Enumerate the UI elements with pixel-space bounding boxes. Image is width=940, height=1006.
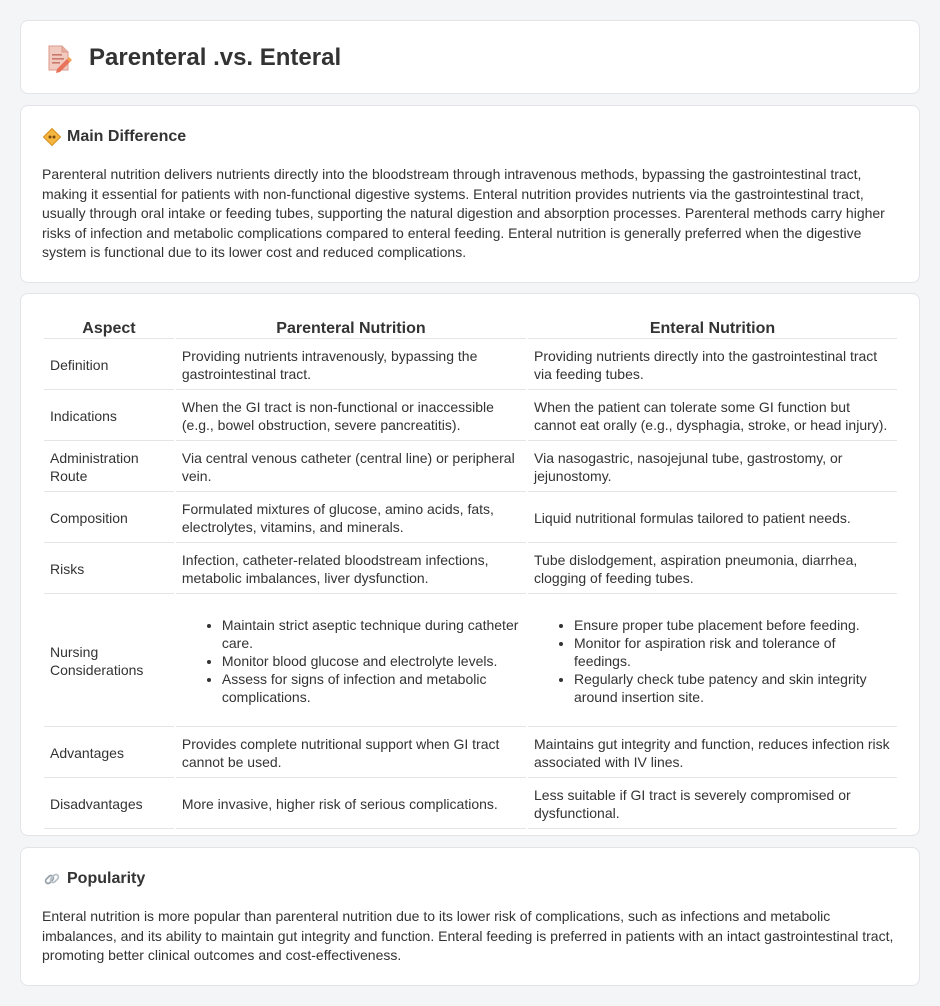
list-item: • Maintain strict aseptic technique during catheter care.: [222, 616, 520, 652]
row-aspect: Nursing Considerations: [44, 596, 174, 727]
row-parenteral: Infection, catheter-related bloodstream infections, metabolic imbalances, liver dysfunction.: [176, 545, 526, 594]
popularity-text: Enteral nutrition is more popular than parenteral nutrition due to its lower risk of complications, such as infections and metabolic imbalances, and its ability to maintain gut integrity and function. Enteral feeding is preferred in patients with an intact gastrointestinal tract, promoting better clinical outcomes and cost-effectiveness.: [42, 908, 894, 964]
header-card: [20, 20, 920, 94]
row-parenteral: More invasive, higher risk of serious complications.: [176, 780, 526, 829]
comparison-table: [42, 315, 899, 831]
row-aspect: Risks: [44, 545, 174, 594]
header-enteral: Enteral Nutrition: [528, 317, 897, 339]
row-aspect: Administration Route: [44, 443, 174, 492]
popularity-title: Popularity: [67, 870, 146, 887]
table-row: [44, 596, 897, 727]
row-aspect: Composition: [44, 494, 174, 543]
row-aspect: Disadvantages: [44, 780, 174, 829]
parenteral-nursing-list: [182, 616, 520, 706]
header-parenteral: Parenteral Nutrition: [176, 317, 526, 339]
table-row: [44, 545, 897, 594]
row-parenteral: Formulated mixtures of glucose, amino acids, fats, electrolytes, vitamins, and minerals.: [176, 494, 526, 543]
row-enteral: Liquid nutritional formulas tailored to patient needs.: [528, 494, 897, 543]
enteral-nursing-list: [534, 616, 891, 706]
row-aspect: Advantages: [44, 729, 174, 778]
row-enteral: [528, 596, 897, 727]
list-item: • Assess for signs of infection and metabolic complications.: [222, 670, 520, 706]
table-row: [44, 780, 897, 829]
table-row: [44, 392, 897, 441]
row-enteral: When the patient can tolerate some GI function but cannot eat orally (e.g., dysphagia, stroke, or head injury).: [528, 392, 897, 441]
row-enteral: Tube dislodgement, aspiration pneumonia, diarrhea, clogging of feeding tubes.: [528, 545, 897, 594]
main-difference-card: [20, 105, 920, 283]
row-parenteral: Via central venous catheter (central line) or peripheral vein.: [176, 443, 526, 492]
table-row: [44, 494, 897, 543]
row-enteral: Via nasogastric, nasojejunal tube, gastrostomy, or jejunostomy.: [528, 443, 897, 492]
table-row: [44, 341, 897, 390]
table-row: [44, 729, 897, 778]
row-parenteral: Providing nutrients intravenously, bypassing the gastrointestinal tract.: [176, 341, 526, 390]
row-parenteral: Provides complete nutritional support when GI tract cannot be used.: [176, 729, 526, 778]
page-title: Parenteral .vs. Enteral: [89, 44, 342, 71]
comparison-table-card: [20, 293, 920, 836]
header-aspect: Aspect: [44, 317, 174, 339]
list-item: • Regularly check tube patency and skin integrity around insertion site.: [574, 670, 891, 706]
table-row: [44, 443, 897, 492]
row-parenteral: [176, 596, 526, 727]
row-aspect: Indications: [44, 392, 174, 441]
row-enteral: Providing nutrients directly into the gastrointestinal tract via feeding tubes.: [528, 341, 897, 390]
row-enteral: Less suitable if GI tract is severely compromised or dysfunctional.: [528, 780, 897, 829]
list-item: • Monitor blood glucose and electrolyte levels.: [222, 652, 520, 670]
document-pencil-icon: [45, 43, 73, 73]
row-aspect: Definition: [44, 341, 174, 390]
main-difference-title: Main Difference: [67, 128, 187, 145]
list-item: • Ensure proper tube placement before feeding.: [574, 616, 891, 634]
main-difference-text: Parenteral nutrition delivers nutrients directly into the bloodstream through intravenous methods, bypassing the gastrointestinal tract, making it essential for patients with non-functional digestive systems. Enteral nutrition provides nutrients via the gastrointestinal tract, usually through oral intake or feeding tubes, supporting the natural digestion and absorption processes. Parenteral methods carry higher risks of infection and metabolic complications compared to enteral feeding. Enteral nutrition is generally preferred when the digestive system is functional due to its lower cost and reduced complications.: [42, 166, 885, 261]
row-enteral: Maintains gut integrity and function, reduces infection risk associated with IV lines.: [528, 729, 897, 778]
diamond-sign-icon: [43, 128, 61, 146]
list-item: • Monitor for aspiration risk and tolerance of feedings.: [574, 634, 891, 670]
popularity-card: [20, 847, 920, 986]
link-icon: [43, 870, 61, 888]
row-parenteral: When the GI tract is non-functional or inaccessible (e.g., bowel obstruction, severe pancreatitis).: [176, 392, 526, 441]
